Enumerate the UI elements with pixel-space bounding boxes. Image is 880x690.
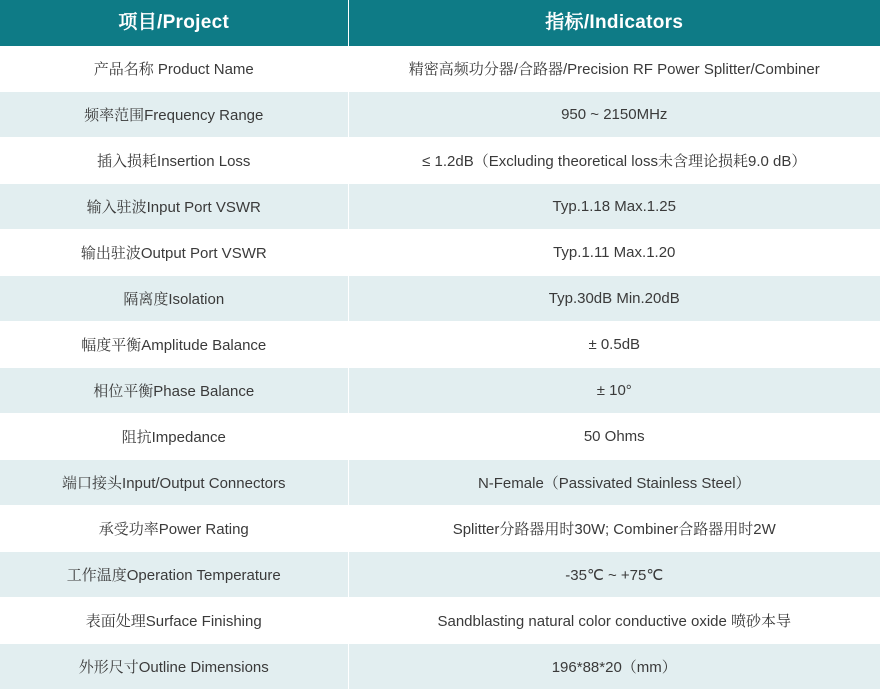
cell-project: 产品名称 Product Name [0, 46, 348, 92]
cell-indicator: Sandblasting natural color conductive oxide 喷砂本导 [348, 598, 880, 644]
cell-project: 表面处理Surface Finishing [0, 598, 348, 644]
cell-project: 工作温度Operation Temperature [0, 552, 348, 598]
cell-indicator: 精密高频功分器/合路器/Precision RF Power Splitter/Combiner [348, 46, 880, 92]
cell-indicator: ≤ 1.2dB（Excluding theoretical loss未含理论损耗9.0 dB） [348, 138, 880, 184]
table-row [0, 46, 880, 92]
cell-project: 隔离度Isolation [0, 276, 348, 322]
cell-indicator: 196*88*20（mm） [348, 644, 880, 690]
cell-project: 端口接头Input/Output Connectors [0, 460, 348, 506]
table-row [0, 92, 880, 138]
cell-project: 输入驻波Input Port VSWR [0, 184, 348, 230]
table-row [0, 598, 880, 644]
table-row [0, 230, 880, 276]
cell-project: 外形尺寸Outline Dimensions [0, 644, 348, 690]
column-header-indicators: 指标/Indicators [348, 0, 880, 46]
table-header [0, 0, 880, 46]
table-body [0, 46, 880, 690]
table-row [0, 322, 880, 368]
cell-project: 承受功率Power Rating [0, 506, 348, 552]
column-header-project: 项目/Project [0, 0, 348, 46]
cell-project: 输出驻波Output Port VSWR [0, 230, 348, 276]
table-row [0, 368, 880, 414]
cell-indicator: Splitter分路器用时30W; Combiner合路器用时2W [348, 506, 880, 552]
cell-indicator: 50 Ohms [348, 414, 880, 460]
cell-indicator: N-Female（Passivated Stainless Steel） [348, 460, 880, 506]
table-row [0, 552, 880, 598]
cell-indicator: 950 ~ 2150MHz [348, 92, 880, 138]
table-row [0, 644, 880, 690]
cell-project: 幅度平衡Amplitude Balance [0, 322, 348, 368]
cell-indicator: ± 10° [348, 368, 880, 414]
cell-project: 相位平衡Phase Balance [0, 368, 348, 414]
table-header-row [0, 0, 880, 46]
table-row [0, 138, 880, 184]
cell-indicator: Typ.1.18 Max.1.25 [348, 184, 880, 230]
table-row [0, 414, 880, 460]
cell-indicator: -35℃ ~ +75℃ [348, 552, 880, 598]
table-row [0, 184, 880, 230]
cell-project: 阻抗Impedance [0, 414, 348, 460]
cell-project: 频率范围Frequency Range [0, 92, 348, 138]
table-row [0, 276, 880, 322]
table-row [0, 460, 880, 506]
cell-indicator: Typ.1.11 Max.1.20 [348, 230, 880, 276]
cell-indicator: Typ.30dB Min.20dB [348, 276, 880, 322]
table-row [0, 506, 880, 552]
cell-project: 插入损耗Insertion Loss [0, 138, 348, 184]
cell-indicator: ± 0.5dB [348, 322, 880, 368]
